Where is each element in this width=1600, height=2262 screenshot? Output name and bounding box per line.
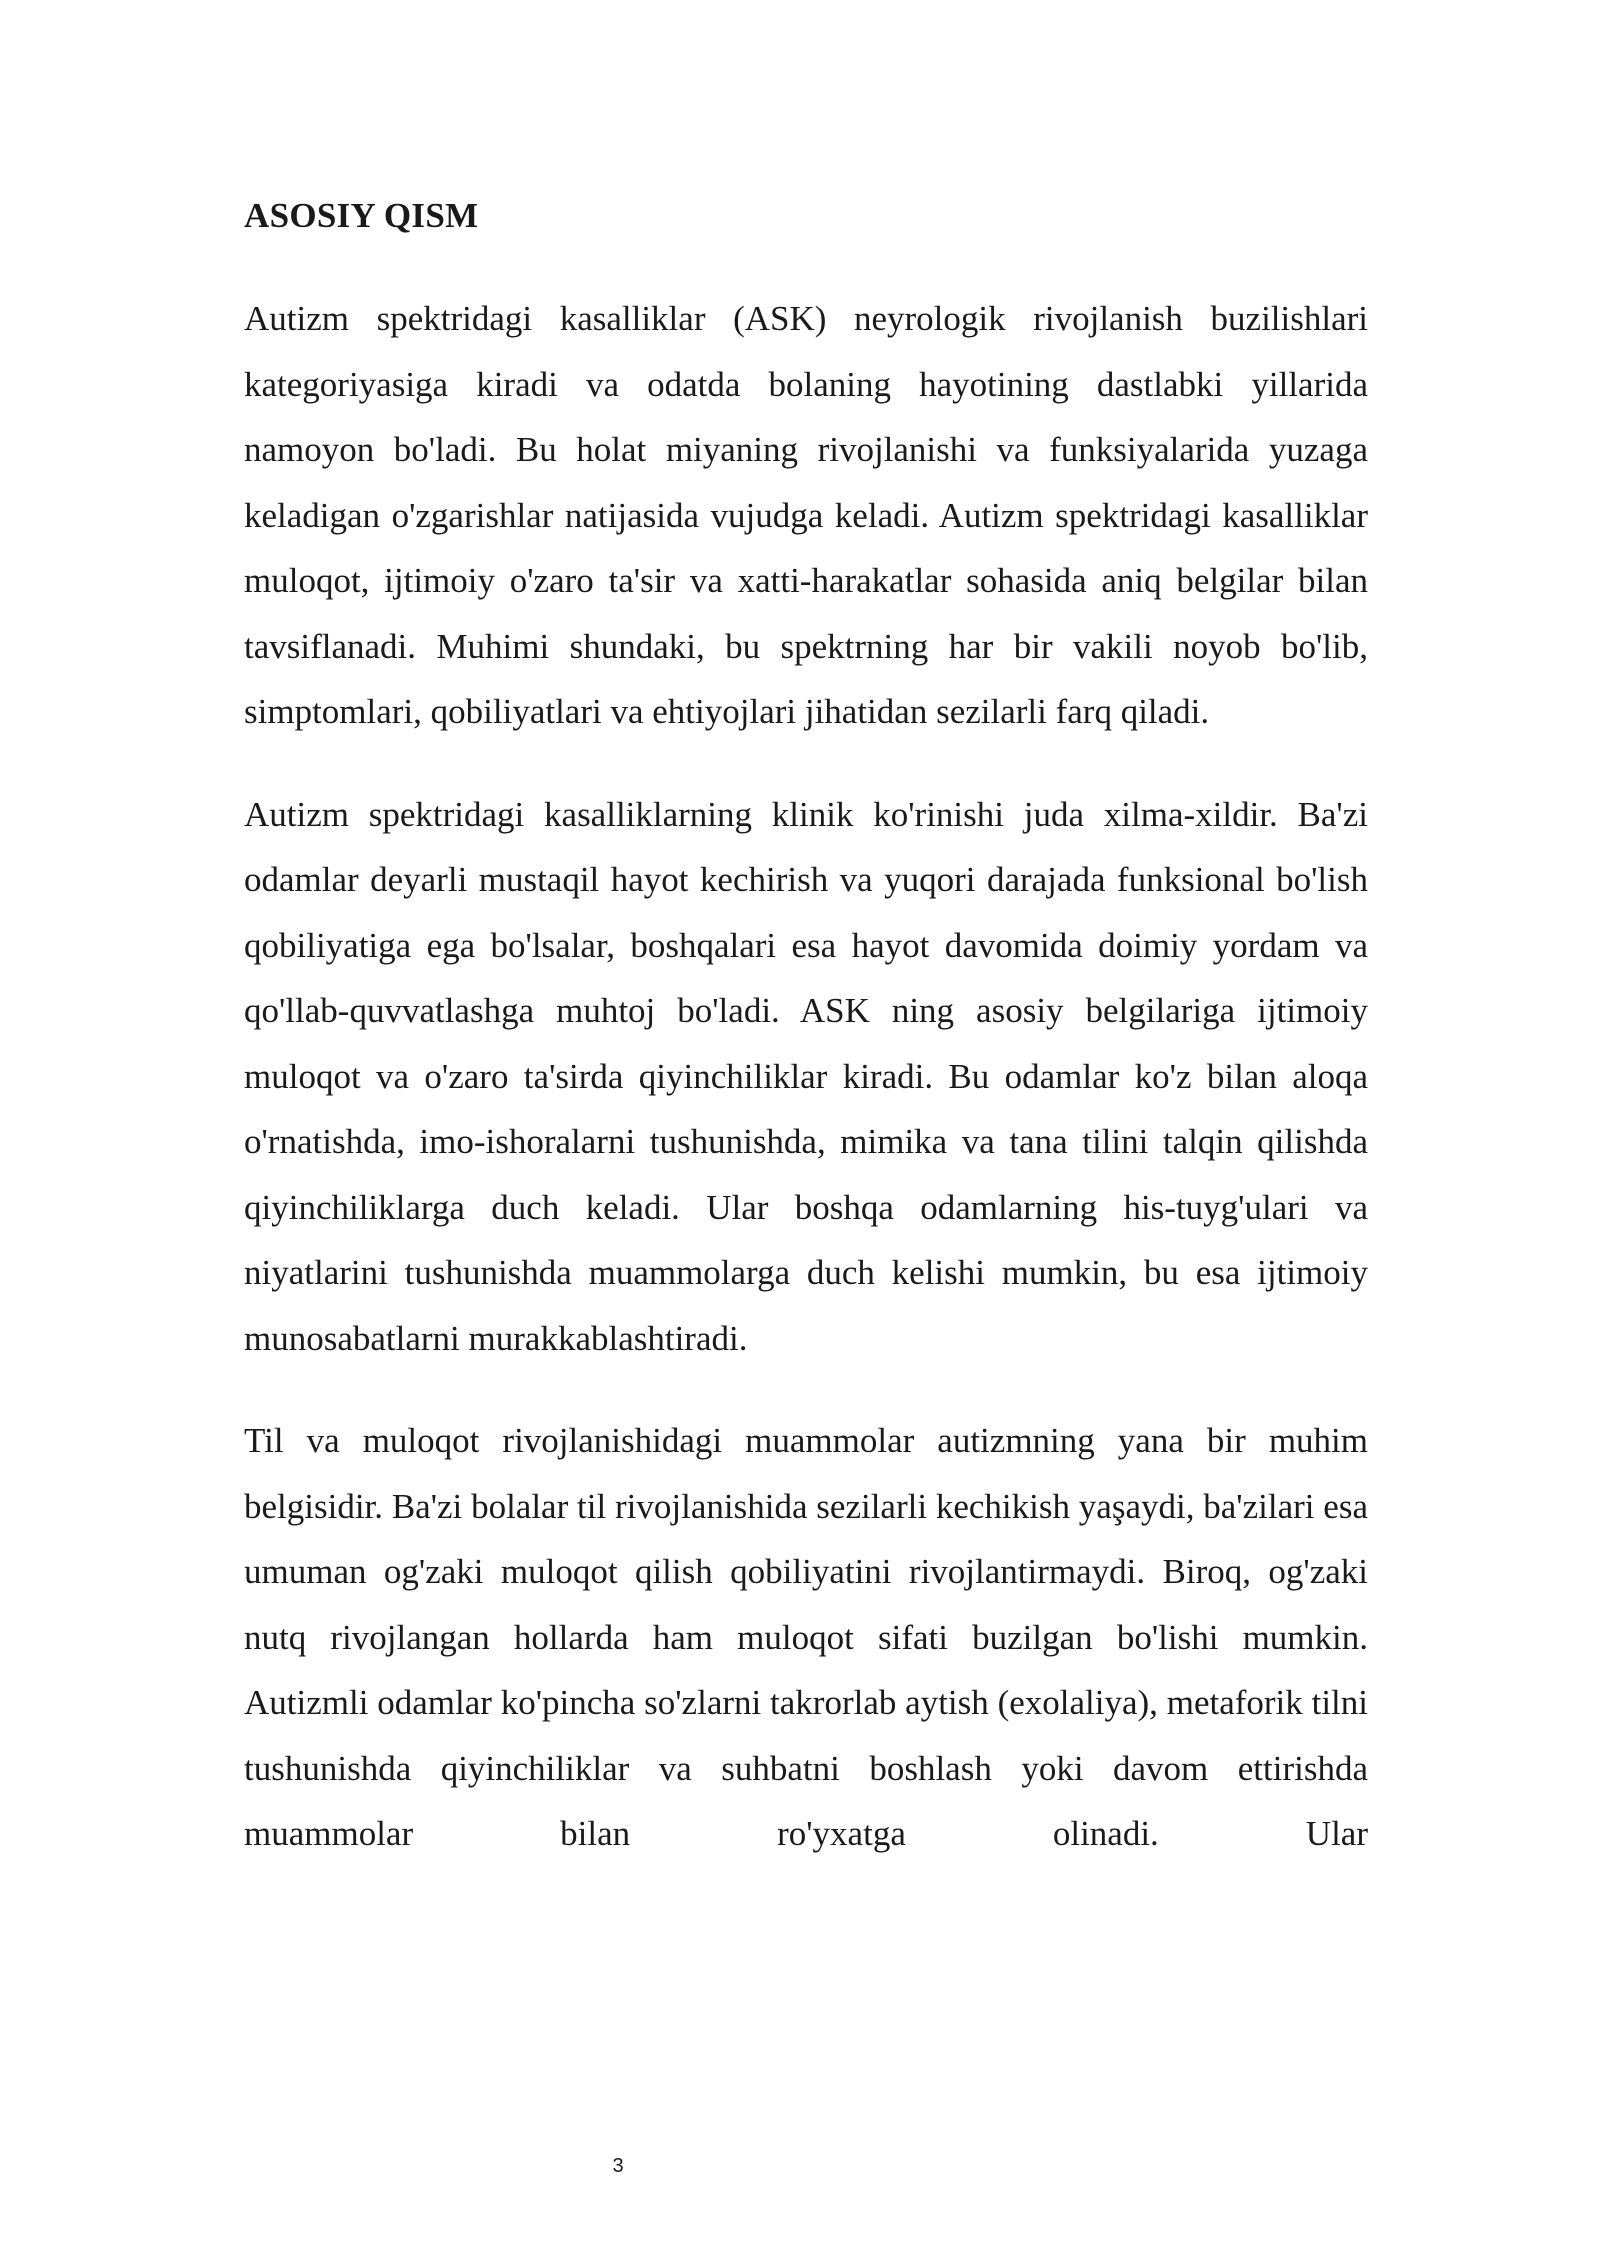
paragraph-2: Autizm spektridagi kasalliklarning klinik ko'rinishi juda xilma-xildir. Ba'zi odamlar deyarli mustaqil hayot kechirish va yuqori darajada funksional bo'lish qobiliyatiga ega bo'lsalar, boshqalari esa hayot davomida doimiy yordam va qo'llab-quvvatlashga muhtoj bo'ladi. ASK ning asosiy belgilariga ijtimoiy muloqot va o'zaro ta'sirda qiyinchiliklar kiradi. Bu odamlar ko'z bilan aloqa o'rnatishda, imo-ishoralarni tushunishda, mimika va tana tilini talqin qilishda qiyinchiliklarga duch keladi. Ular boshqa odamlarning his-tuyg'ulari va niyatlarini tushunishda muammolarga duch kelishi mumkin, bu esa ijtimoiy munosabatlarni murakkablashtiradi.: [244, 794, 1368, 1358]
page-number: 3: [612, 2155, 624, 2177]
document-body: [244, 196, 1368, 1904]
paragraph-3: Til va muloqot rivojlanishidagi muammolar autizmning yana bir muhim belgisidir. Ba'zi bolalar til rivojlanishida sezilarli kechikish yaşaydi, ba'zilari esa umuman og'zaki muloqot qilish qobiliyatini rivojlantirmaydi. Biroq, og'zaki nutq rivojlangan hollarda ham muloqot sifati buzilgan bo'lishi mumkin. Autizmli odamlar ko'pincha so'zlarni takrorlab aytish (exolaliya), metaforik tilni tushunishda qiyinchiliklar va suhbatni boshlash yoki davom ettirishda muammolar bilan ro'yxatga olinadi. Ular: [244, 1421, 1368, 1853]
paragraph-1: Autizm spektridagi kasalliklar (ASK) neyrologik rivojlanish buzilishlari kategoriyasiga kiradi va odatda bolaning hayotining dastlabki yillarida namoyon bo'ladi. Bu holat miyaning rivojlanishi va funksiyalarida yuzaga keladigan o'zgarishlar natijasida vujudga keladi. Autizm spektridagi kasalliklar muloqot, ijtimoiy o'zaro ta'sir va xatti-harakatlar sohasida aniq belgilar bilan tavsiflanadi. Muhimi shundaki, bu spektrning har bir vakili noyob bo'lib, simptomlari, qobiliyatlari va ehtiyojlari jihatidan sezilarli farq qiladi.: [244, 299, 1368, 731]
section-heading: ASOSIY QISM: [244, 196, 479, 235]
